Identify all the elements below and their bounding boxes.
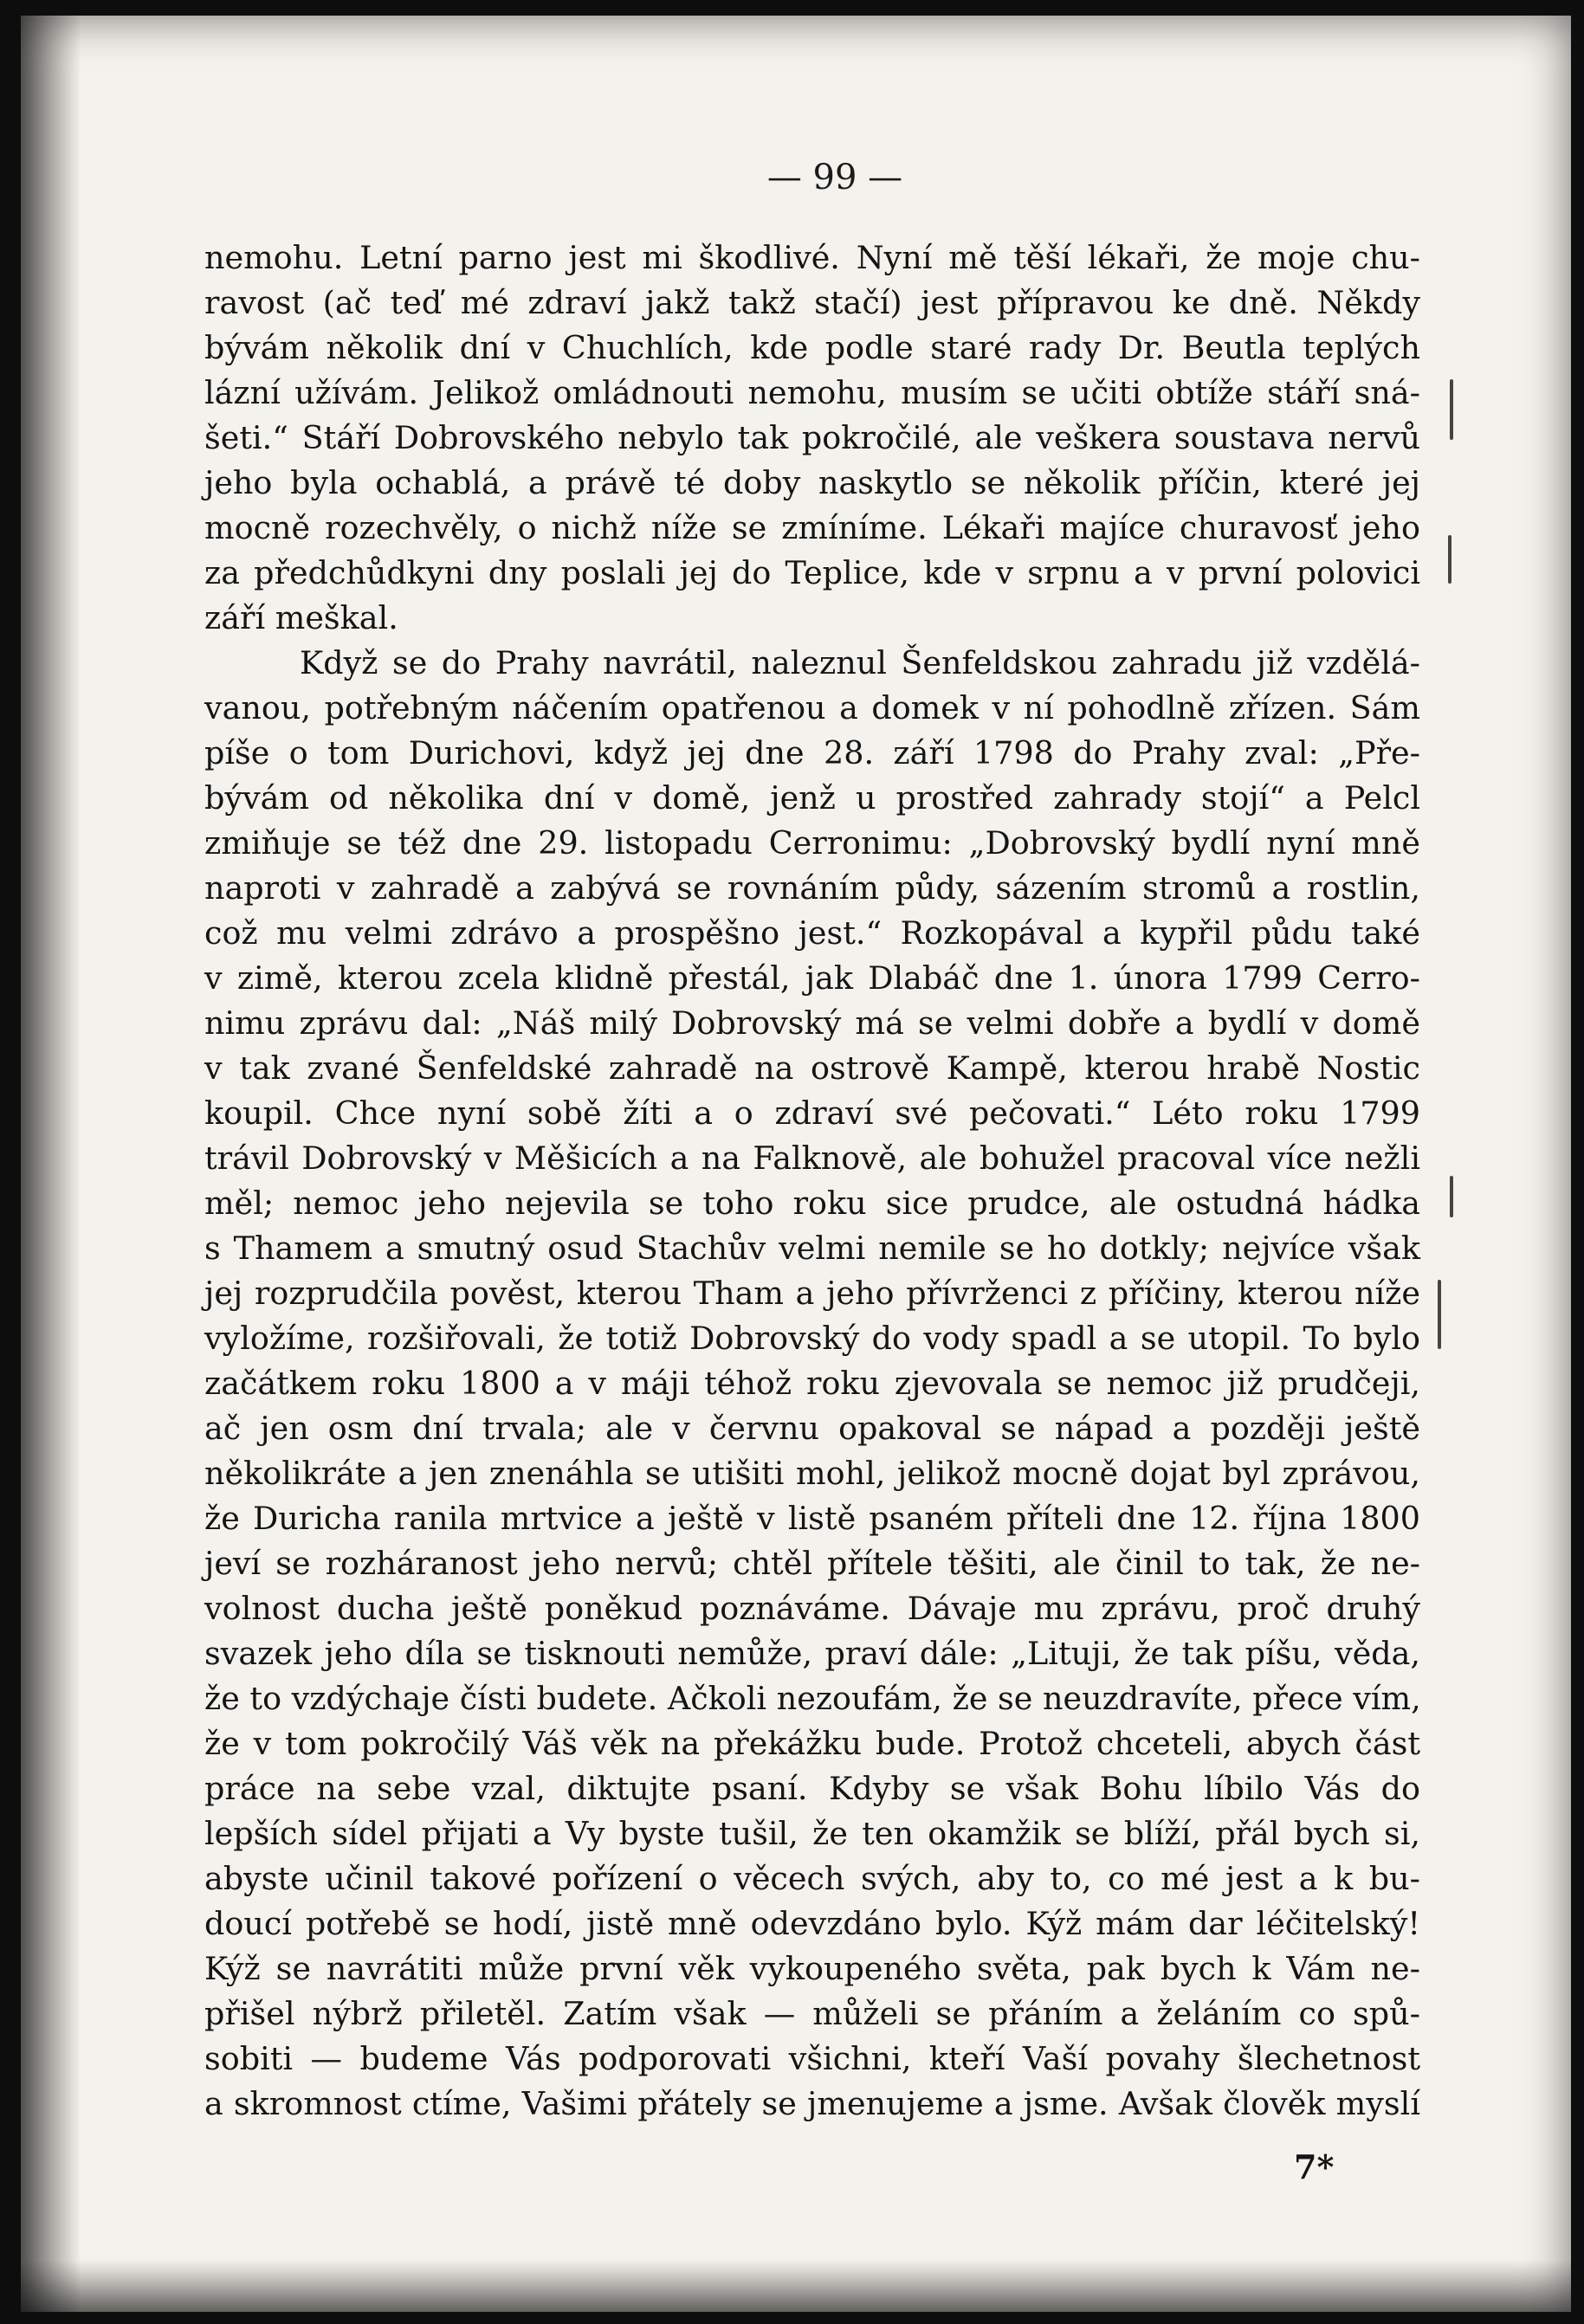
text-line: mocně rozechvěly, o nichž níže se zmíníme. Lékaři majíce churavosť jeho: [204, 509, 1420, 546]
binding-shadow: [21, 16, 81, 2312]
text-line: svazek jeho díla se tisknouti nemůže, praví dále: „Lituji, že tak píšu, věda,: [204, 1635, 1420, 1672]
text-line: ravost (ač teď mé zdraví jakž takž stačí) jest přípravou ke dně. Někdy: [204, 284, 1420, 321]
margin-pencil-mark: [1450, 379, 1453, 440]
text-line: začátkem roku 1800 a v máji téhož roku zjevovala se nemoc již prudčeji,: [204, 1365, 1420, 1402]
text-line: což mu velmi zdrávo a prospěšno jest.“ Rozkopával a kypřil půdu také: [204, 914, 1420, 952]
text-line: v tak zvané Šenfeldské zahradě na ostrově Kampě, kterou hrabě Nostic: [204, 1049, 1420, 1087]
body-text: [204, 236, 1420, 2127]
text-line: píše o tom Durichovi, když jej dne 28. září 1798 do Prahy zval: „Pře-: [204, 734, 1420, 771]
text-line: několikráte a jen znenáhla se utišiti mohl, jelikož mocně dojat byl zprávou,: [204, 1455, 1420, 1492]
text-line: abyste učinil takové pořízení o věcech svých, aby to, co mé jest a k bu-: [204, 1860, 1420, 1897]
margin-pencil-mark: [1450, 1176, 1453, 1217]
text-line: lázní užívám. Jelikož omládnouti nemohu, musím se učiti obtíže stáří sná-: [204, 374, 1420, 411]
text-line: vyložíme, rozšiřovali, že totiž Dobrovský do vody spadl a se utopil. To bylo: [204, 1320, 1420, 1357]
text-line: nemohu. Letní parno jest mi škodlivé. Nyní mě těší lékaři, že moje chu-: [204, 239, 1420, 276]
text-line: přišel nýbrž přiletěl. Zatím však — můželi se přáním a želáním co spů-: [204, 1995, 1420, 2032]
bottom-shadow: [21, 2260, 1571, 2312]
text-line: sobiti — budeme Vás podporovati všichni, kteří Vaší povahy šlechetnost: [204, 2040, 1420, 2077]
text-line: že v tom pokročilý Váš věk na překážku bude. Protož chceteli, abych část: [204, 1725, 1420, 1762]
text-line: bývám od několika dní v domě, jenž u prostřed zahrady stojí“ a Pelcl: [204, 779, 1420, 817]
text-line: lepších sídel přijati a Vy byste tušil, že ten okamžik se blíží, přál bych si,: [204, 1815, 1420, 1852]
text-line: Když se do Prahy navrátil, naleznul Šenfeldskou zahradu již vzdělá-: [300, 644, 1420, 681]
text-line: s Thamem a smutný osud Stachův velmi nemile se ho dotkly; nejvíce však: [204, 1230, 1420, 1267]
text-line: vanou, potřebným náčením opatřenou a domek v ní pohodlně zřízen. Sám: [204, 689, 1420, 726]
text-line: září meškal.: [204, 599, 398, 636]
text-line: práce na sebe vzal, diktujte psaní. Kdyby se však Bohu líbilo Vás do: [204, 1770, 1420, 1807]
signature-mark: 7*: [1294, 2147, 1335, 2186]
text-line: nimu zprávu dal: „Náš milý Dobrovský má se velmi dobře a bydlí v domě: [204, 1004, 1420, 1042]
text-line: Kýž se navrátiti může první věk vykoupeného světa, pak bych k Vám ne-: [204, 1950, 1420, 1987]
text-line: ač jen osm dní trvala; ale v červnu opakoval se nápad a později ještě: [204, 1410, 1420, 1447]
text-line: koupil. Chce nyní sobě žíti a o zdraví své pečovati.“ Léto roku 1799: [204, 1094, 1420, 1132]
text-line: za předchůdkyni dny poslali jej do Teplice, kde v srpnu a v první polovici: [204, 554, 1420, 591]
text-line: jej rozprudčila pověst, kterou Tham a jeho přívrženci z příčiny, kterou níže: [204, 1275, 1420, 1312]
text-line: zmiňuje se též dne 29. listopadu Cerronimu: „Dobrovský bydlí nyní mně: [204, 824, 1420, 862]
margin-pencil-mark: [1438, 1280, 1441, 1349]
scanned-page: [21, 16, 1571, 2312]
page-number: — 99 —: [766, 158, 903, 197]
text-line: volnost ducha ještě poněkud poznáváme. Dávaje mu zprávu, proč druhý: [204, 1590, 1420, 1627]
text-line: jeho byla ochablá, a právě té doby naskytlo se několik příčin, které jej: [204, 464, 1420, 501]
text-line: trávil Dobrovský v Měšicích a na Falknově, ale bohužel pracoval více nežli: [204, 1139, 1420, 1177]
text-line: jeví se rozháranost jeho nervů; chtěl přítele těšiti, ale činil to tak, že ne-: [204, 1545, 1420, 1582]
text-line: v zimě, kterou zcela klidně přestál, jak Dlabáč dne 1. února 1799 Cerro-: [204, 959, 1420, 997]
text-line: naproti v zahradě a zabývá se rovnáním půdy, sázením stromů a rostlin,: [204, 869, 1420, 907]
text-line: a skromnost ctíme, Vašimi přátely se jmenujeme a jsme. Avšak člověk myslí: [204, 2085, 1420, 2122]
text-line: doucí potřebě se hodí, jistě mně odevzdáno bylo. Kýž mám dar léčitelský!: [204, 1905, 1420, 1942]
text-line: bývám několik dní v Chuchlích, kde podle staré rady Dr. Beutla teplých: [204, 329, 1420, 366]
margin-pencil-mark: [1448, 535, 1451, 584]
text-line: měl; nemoc jeho nejevila se toho roku sice prudce, ale ostudná hádka: [204, 1185, 1420, 1222]
text-line: že to vzdýchaje čísti budete. Ačkoli nezoufám, že se neuzdravíte, přece vím,: [204, 1680, 1421, 1717]
text-line: šeti.“ Stáří Dobrovského nebylo tak pokročilé, ale veškera soustava nervů: [204, 419, 1420, 456]
text-line: že Duricha ranila mrtvice a ještě v listě psaném příteli dne 12. října 1800: [204, 1500, 1420, 1537]
